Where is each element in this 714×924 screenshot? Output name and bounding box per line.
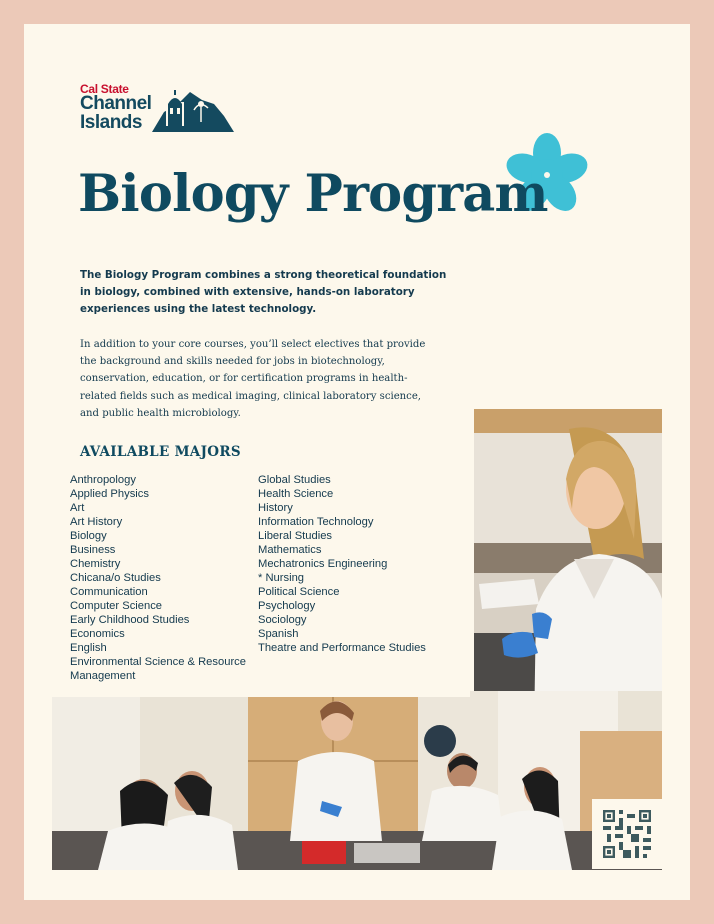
body-paragraph: In addition to your core courses, you’ll select electives that provide the background and skills needed for jobs in biotechnology, conservation, education, or for certification programs in health-related fields such as medical imaging, clinical laboratory science, and public health microbiology. xyxy=(80,339,426,419)
major-item: Sociology xyxy=(258,614,307,626)
qr-code-icon xyxy=(603,810,651,858)
student-photo xyxy=(474,409,662,732)
major-item: Art xyxy=(70,502,85,514)
major-item: Early Childhood Studies xyxy=(70,614,190,626)
flyer-page xyxy=(24,24,690,900)
major-item: Theatre and Performance Studies xyxy=(258,642,426,654)
major-item: Mechatronics Engineering xyxy=(258,558,388,570)
major-item: Political Science xyxy=(258,586,340,598)
qr-code[interactable] xyxy=(592,799,662,869)
major-item: Environmental Science & Resource Management xyxy=(70,656,246,682)
logo-line-3: Islands xyxy=(80,112,142,133)
major-item: Business xyxy=(70,544,116,556)
major-item: Psychology xyxy=(258,600,316,612)
major-item: Biology xyxy=(70,530,107,542)
major-item: Information Technology xyxy=(258,516,374,528)
majors-list-column-1 xyxy=(70,473,260,683)
major-item: Chicana/o Studies xyxy=(70,572,161,584)
major-item: Mathematics xyxy=(258,544,322,556)
torn-paper-edge xyxy=(52,683,470,697)
major-item: Applied Physics xyxy=(70,488,149,500)
logo-line-2: Channel xyxy=(80,93,152,114)
majors-heading: AVAILABLE MAJORS xyxy=(80,444,241,460)
major-item: * Nursing xyxy=(258,572,305,584)
major-item: English xyxy=(70,642,107,654)
major-item: History xyxy=(258,502,293,514)
logo-line-1: Cal State xyxy=(80,82,129,96)
csuci-logo xyxy=(80,82,250,142)
major-item: Economics xyxy=(70,628,125,640)
bell-tower-icon xyxy=(144,82,236,134)
major-item: Anthropology xyxy=(70,474,136,486)
major-item: Chemistry xyxy=(70,558,121,570)
major-item: Global Studies xyxy=(258,474,331,486)
page-title: Biology Program xyxy=(78,164,548,224)
classroom-photo xyxy=(52,691,662,870)
majors-list-column-2 xyxy=(258,473,458,655)
major-item: Spanish xyxy=(258,628,299,640)
major-item: Liberal Studies xyxy=(258,530,333,542)
major-item: Art History xyxy=(70,516,123,528)
major-item: Health Science xyxy=(258,488,334,500)
major-item: Computer Science xyxy=(70,600,163,612)
major-item: Communication xyxy=(70,586,148,598)
intro-paragraph: The Biology Program combines a strong theoretical foundation in biology, combined with extensive, hands-on laboratory experiences using the latest technology. xyxy=(80,269,447,315)
